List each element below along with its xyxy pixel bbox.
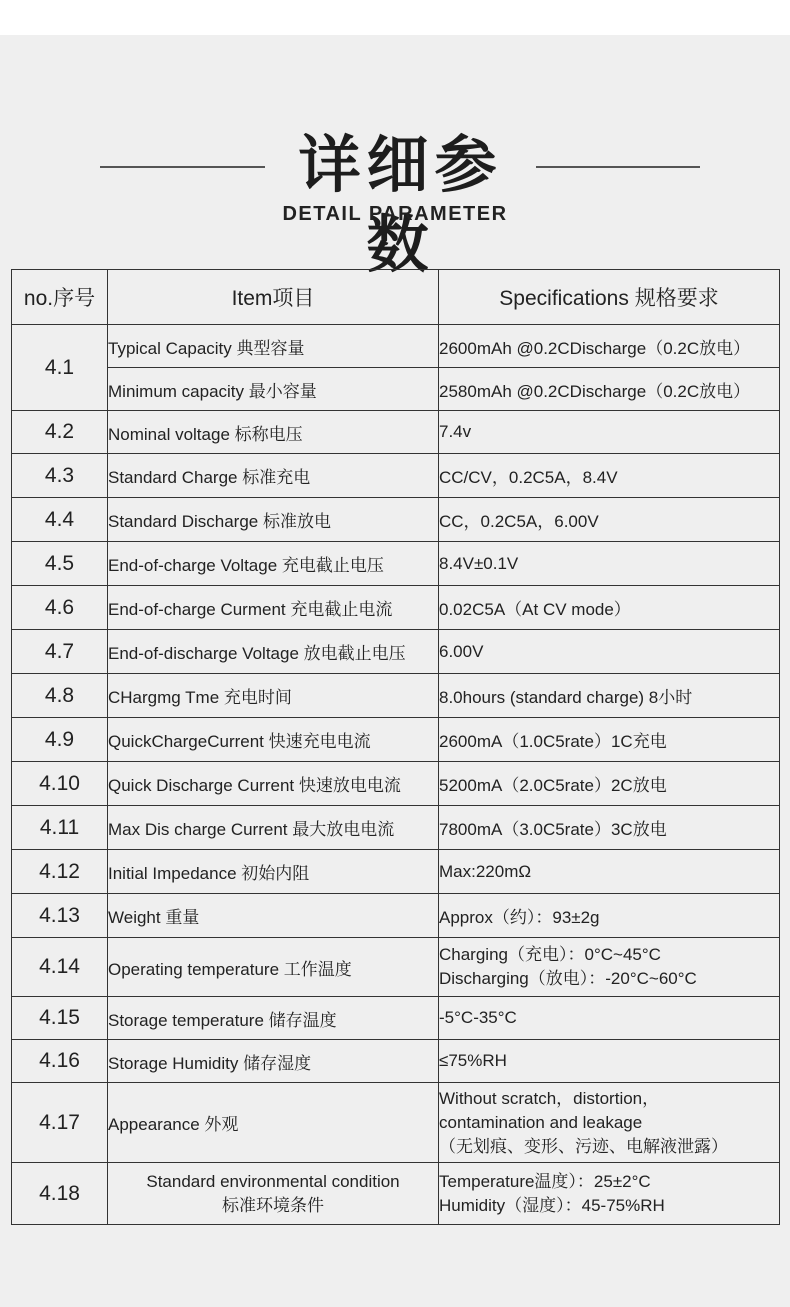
row-no: 4.2 [12,411,108,454]
row-item: Standard Discharge 标准放电 [108,498,439,542]
spec-table [11,269,780,1225]
table-row [12,586,780,630]
row-spec-line: Temperature温度）：25±2°C [439,1171,651,1191]
row-spec-line: Discharging（放电）：-20°C~60°C [439,969,697,988]
table-row [12,454,780,498]
row-item: End-of-charge Curment 充电截止电流 [108,586,439,630]
row-no: 4.10 [12,762,108,806]
table-row [12,368,780,411]
table-row [12,1083,780,1163]
table-row [12,806,780,850]
row-no: 4.12 [12,850,108,894]
header-item: Item项目 [108,270,439,325]
row-item: Storage temperature 储存温度 [108,997,439,1040]
header-no: no.序号 [12,270,108,325]
row-item: Minimum capacity 最小容量 [108,368,439,411]
row-item: CHargmg Tme 充电时间 [108,674,439,718]
row-spec-line: （无划痕、变形、污迹、电解液泄露） [439,1136,728,1156]
row-item: Max Dis charge Current 最大放电电流 [108,806,439,850]
row-spec: 7.4v [439,411,780,454]
row-spec-line: Charging（充电）：0°C~45°C [439,945,661,964]
row-item: Nominal voltage 标称电压 [108,411,439,454]
row-spec: 6.00V [439,630,780,674]
row-no: 4.18 [12,1163,108,1225]
row-spec-line: contamination and leakage [439,1112,643,1132]
table-row [12,850,780,894]
table-row [12,498,780,542]
table-row [12,762,780,806]
row-spec: CC，0.2C5A，6.00V [439,498,780,542]
row-spec: 5200mA（2.0C5rate）2C放电 [439,762,780,806]
row-item: Quick Discharge Current 快速放电电流 [108,762,439,806]
row-item: Storage Humidity 储存湿度 [108,1040,439,1083]
table-row [12,542,780,586]
row-spec [439,1163,780,1225]
row-no: 4.7 [12,630,108,674]
row-no: 4.1 [12,325,108,411]
row-spec: Max:220mΩ [439,850,780,894]
row-item: Initial Impedance 初始内阻 [108,850,439,894]
row-no: 4.14 [12,938,108,997]
table-row [12,718,780,762]
row-item: Appearance 外观 [108,1083,439,1163]
row-item: Operating temperature 工作温度 [108,938,439,997]
row-no: 4.17 [12,1083,108,1163]
row-no: 4.5 [12,542,108,586]
row-spec: 0.02C5A（At CV mode） [439,586,780,630]
row-no: 4.11 [12,806,108,850]
row-no: 4.15 [12,997,108,1040]
row-spec: CC/CV，0.2C5A，8.4V [439,454,780,498]
row-spec: 7800mA（3.0C5rate）3C放电 [439,806,780,850]
row-item: Typical Capacity 典型容量 [108,325,439,368]
row-item: End-of-discharge Voltage 放电截止电压 [108,630,439,674]
row-no: 4.9 [12,718,108,762]
table-row [12,411,780,454]
row-spec: 2580mAh @0.2CDischarge（0.2C放电） [439,368,780,411]
title-divider-right [536,166,700,168]
row-item: Standard Charge 标准充电 [108,454,439,498]
row-item: End-of-charge Voltage 充电截止电压 [108,542,439,586]
table-row [12,630,780,674]
row-spec: ≤75%RH [439,1040,780,1083]
row-item: QuickChargeCurrent 快速充电电流 [108,718,439,762]
row-item [108,1163,439,1225]
row-spec: 2600mAh @0.2CDischarge（0.2C放电） [439,325,780,368]
row-no: 4.3 [12,454,108,498]
row-no: 4.8 [12,674,108,718]
row-item-line: 标准环境条件 [222,1195,324,1215]
row-no: 4.4 [12,498,108,542]
row-no: 4.6 [12,586,108,630]
title-divider-left [100,166,265,168]
row-no: 4.13 [12,894,108,938]
row-item-line: Standard environmental condition [146,1171,400,1191]
row-spec [439,938,780,997]
table-row [12,894,780,938]
table-row [12,325,780,368]
row-spec: 2600mA（1.0C5rate）1C充电 [439,718,780,762]
row-spec: 8.4V±0.1V [439,542,780,586]
table-row [12,997,780,1040]
page-title: 详细参数 [298,128,503,281]
header-spec: Specifications 规格要求 [439,270,780,325]
page-subtitle: DETAIL PARAMETER [282,203,508,225]
row-spec: Approx（约）：93±2g [439,894,780,938]
table-row [12,1163,780,1225]
row-spec: 8.0hours (standard charge) 8小时 [439,674,780,718]
row-spec-line: Humidity（湿度）：45-75%RH [439,1195,665,1215]
table-row [12,674,780,718]
table-row [12,1040,780,1083]
table-header-row [12,270,780,325]
row-spec [439,1083,780,1163]
table-row [12,938,780,997]
row-spec: -5°C-35°C [439,997,780,1040]
row-spec-line: Without scratch，distortion， [439,1088,660,1108]
row-item: Weight 重量 [108,894,439,938]
row-no: 4.16 [12,1040,108,1083]
